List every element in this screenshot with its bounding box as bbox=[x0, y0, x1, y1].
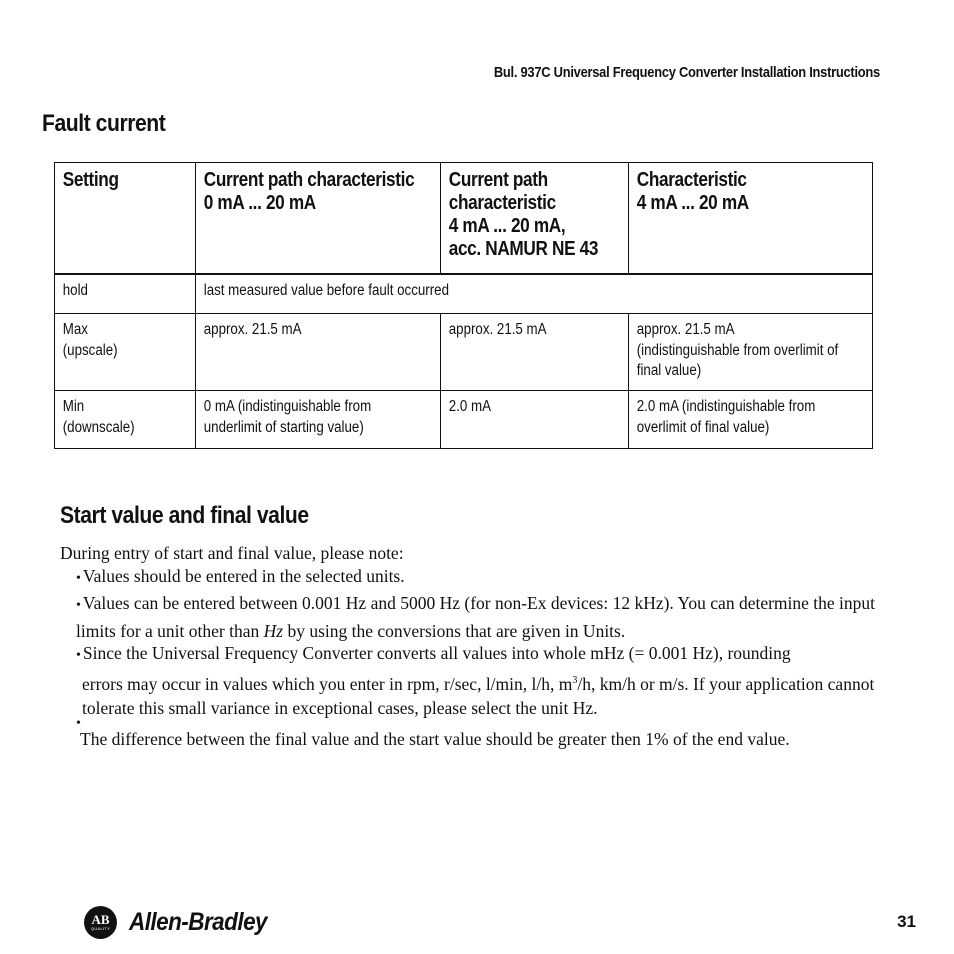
list-item: • Values should be entered in the selected units. bbox=[76, 566, 405, 586]
bullet-icon: • bbox=[76, 716, 81, 731]
cell-setting: Min (downscale) bbox=[55, 391, 196, 449]
cell-value: 2.0 mA bbox=[441, 391, 629, 449]
table-row-min bbox=[55, 391, 873, 449]
cell-setting: Max (upscale) bbox=[55, 314, 196, 391]
table-row-max bbox=[55, 314, 873, 391]
list-item: The difference between the final value and the start value should be greater then 1% of the end value. bbox=[80, 729, 790, 749]
page-number: 31 bbox=[897, 912, 916, 931]
running-header: Bul. 937C Universal Frequency Converter Installation Instructions bbox=[493, 64, 880, 81]
column-header-0-20ma: Current path characteristic 0 mA ... 20 mA bbox=[196, 163, 441, 275]
cell-value: approx. 21.5 mA bbox=[196, 314, 441, 391]
cell-setting: hold bbox=[55, 274, 196, 314]
table-header-row bbox=[55, 163, 873, 275]
cell-value: 0 mA (indistinguishable from underlimit of starting value) bbox=[196, 391, 441, 449]
cell-value: approx. 21.5 mA (indistinguishable from overlimit of final value) bbox=[629, 314, 873, 391]
allen-bradley-logo bbox=[84, 906, 282, 939]
column-header-4-20ma: Characteristic 4 mA ... 20 mA bbox=[629, 163, 873, 275]
fault-current-table bbox=[54, 162, 873, 449]
bullet-icon: • bbox=[76, 648, 81, 663]
cell-value: 2.0 mA (indistinguishable from overlimit of final value) bbox=[629, 391, 873, 449]
list-item: • Since the Universal Frequency Converter converts all values into whole mHz (= 0.001 Hz), rounding errors may occur in values which you enter in rpm, r/sec, l/min, l/h, $m^3/h$, km/h or m/s. If your application cannot tolerate this small variance in exceptional cases, please select the unit Hz. bbox=[76, 643, 875, 718]
intro-text: During entry of start and final value, please note: bbox=[60, 543, 404, 563]
fault-current-heading: Fault current bbox=[42, 110, 166, 137]
bullet-icon: • bbox=[76, 571, 81, 586]
brand-wordmark: Allen-Bradley bbox=[129, 908, 268, 936]
ab-quality-seal-icon: AB QUALITY bbox=[84, 906, 117, 939]
list-item: • Values can be entered between 0.001 Hz and 5000 Hz (for non-Ex devices: 12 kHz). You can determine the input limits for a unit other than Hz by using the conversions that are given in Units. bbox=[76, 593, 876, 641]
start-final-heading: Start value and final value bbox=[60, 502, 309, 529]
cell-hold-value: last measured value before fault occurred bbox=[196, 274, 873, 314]
cell-value: approx. 21.5 mA bbox=[441, 314, 629, 391]
bullet-icon: • bbox=[76, 598, 81, 613]
table-row-hold bbox=[55, 274, 873, 314]
column-header-setting: Setting bbox=[55, 163, 196, 275]
column-header-namur: Current path characteristic 4 mA ... 20 mA, acc. NAMUR NE 43 bbox=[441, 163, 629, 275]
